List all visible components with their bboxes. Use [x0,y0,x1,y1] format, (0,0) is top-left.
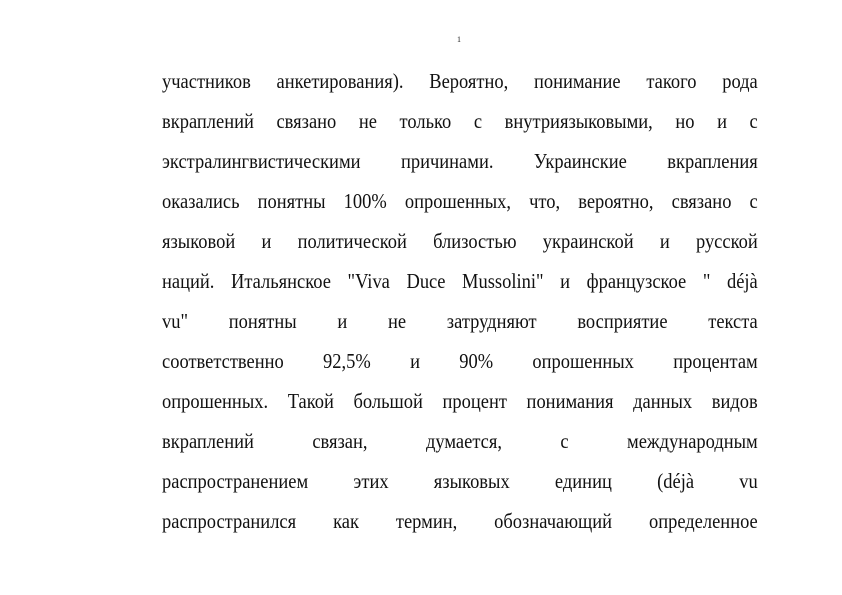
text-line: вкраплений связано не только с внутриязыковыми, но и с [162,109,758,133]
body-text [162,61,758,541]
text-line: участников анкетирования). Вероятно, понимание такого рода [162,69,758,93]
text-line: оказались понятны 100% опрошенных, что, вероятно, связано с [162,189,758,213]
text-line: распространением этих языковых единиц (déjà vu [162,469,758,493]
text-line: наций. Итальянское "Viva Duce Mussolini" и французское " déjà [162,269,758,293]
text-line: экстралингвистическими причинами. Украинские вкрапления [162,149,758,173]
text-line: распространился как термин, обозначающий определенное [162,509,758,533]
text-line: опрошенных. Такой большой процент понимания данных видов [162,389,758,413]
page-number: 1 [457,35,461,44]
text-line: вкраплений связан, думается, с международным [162,429,758,453]
text-line: vu" понятны и не затрудняют восприятие текста [162,309,758,333]
text-line: языковой и политической близостью украинской и русской [162,229,758,253]
text-line: соответственно 92,5% и 90% опрошенных процентам [162,349,758,373]
